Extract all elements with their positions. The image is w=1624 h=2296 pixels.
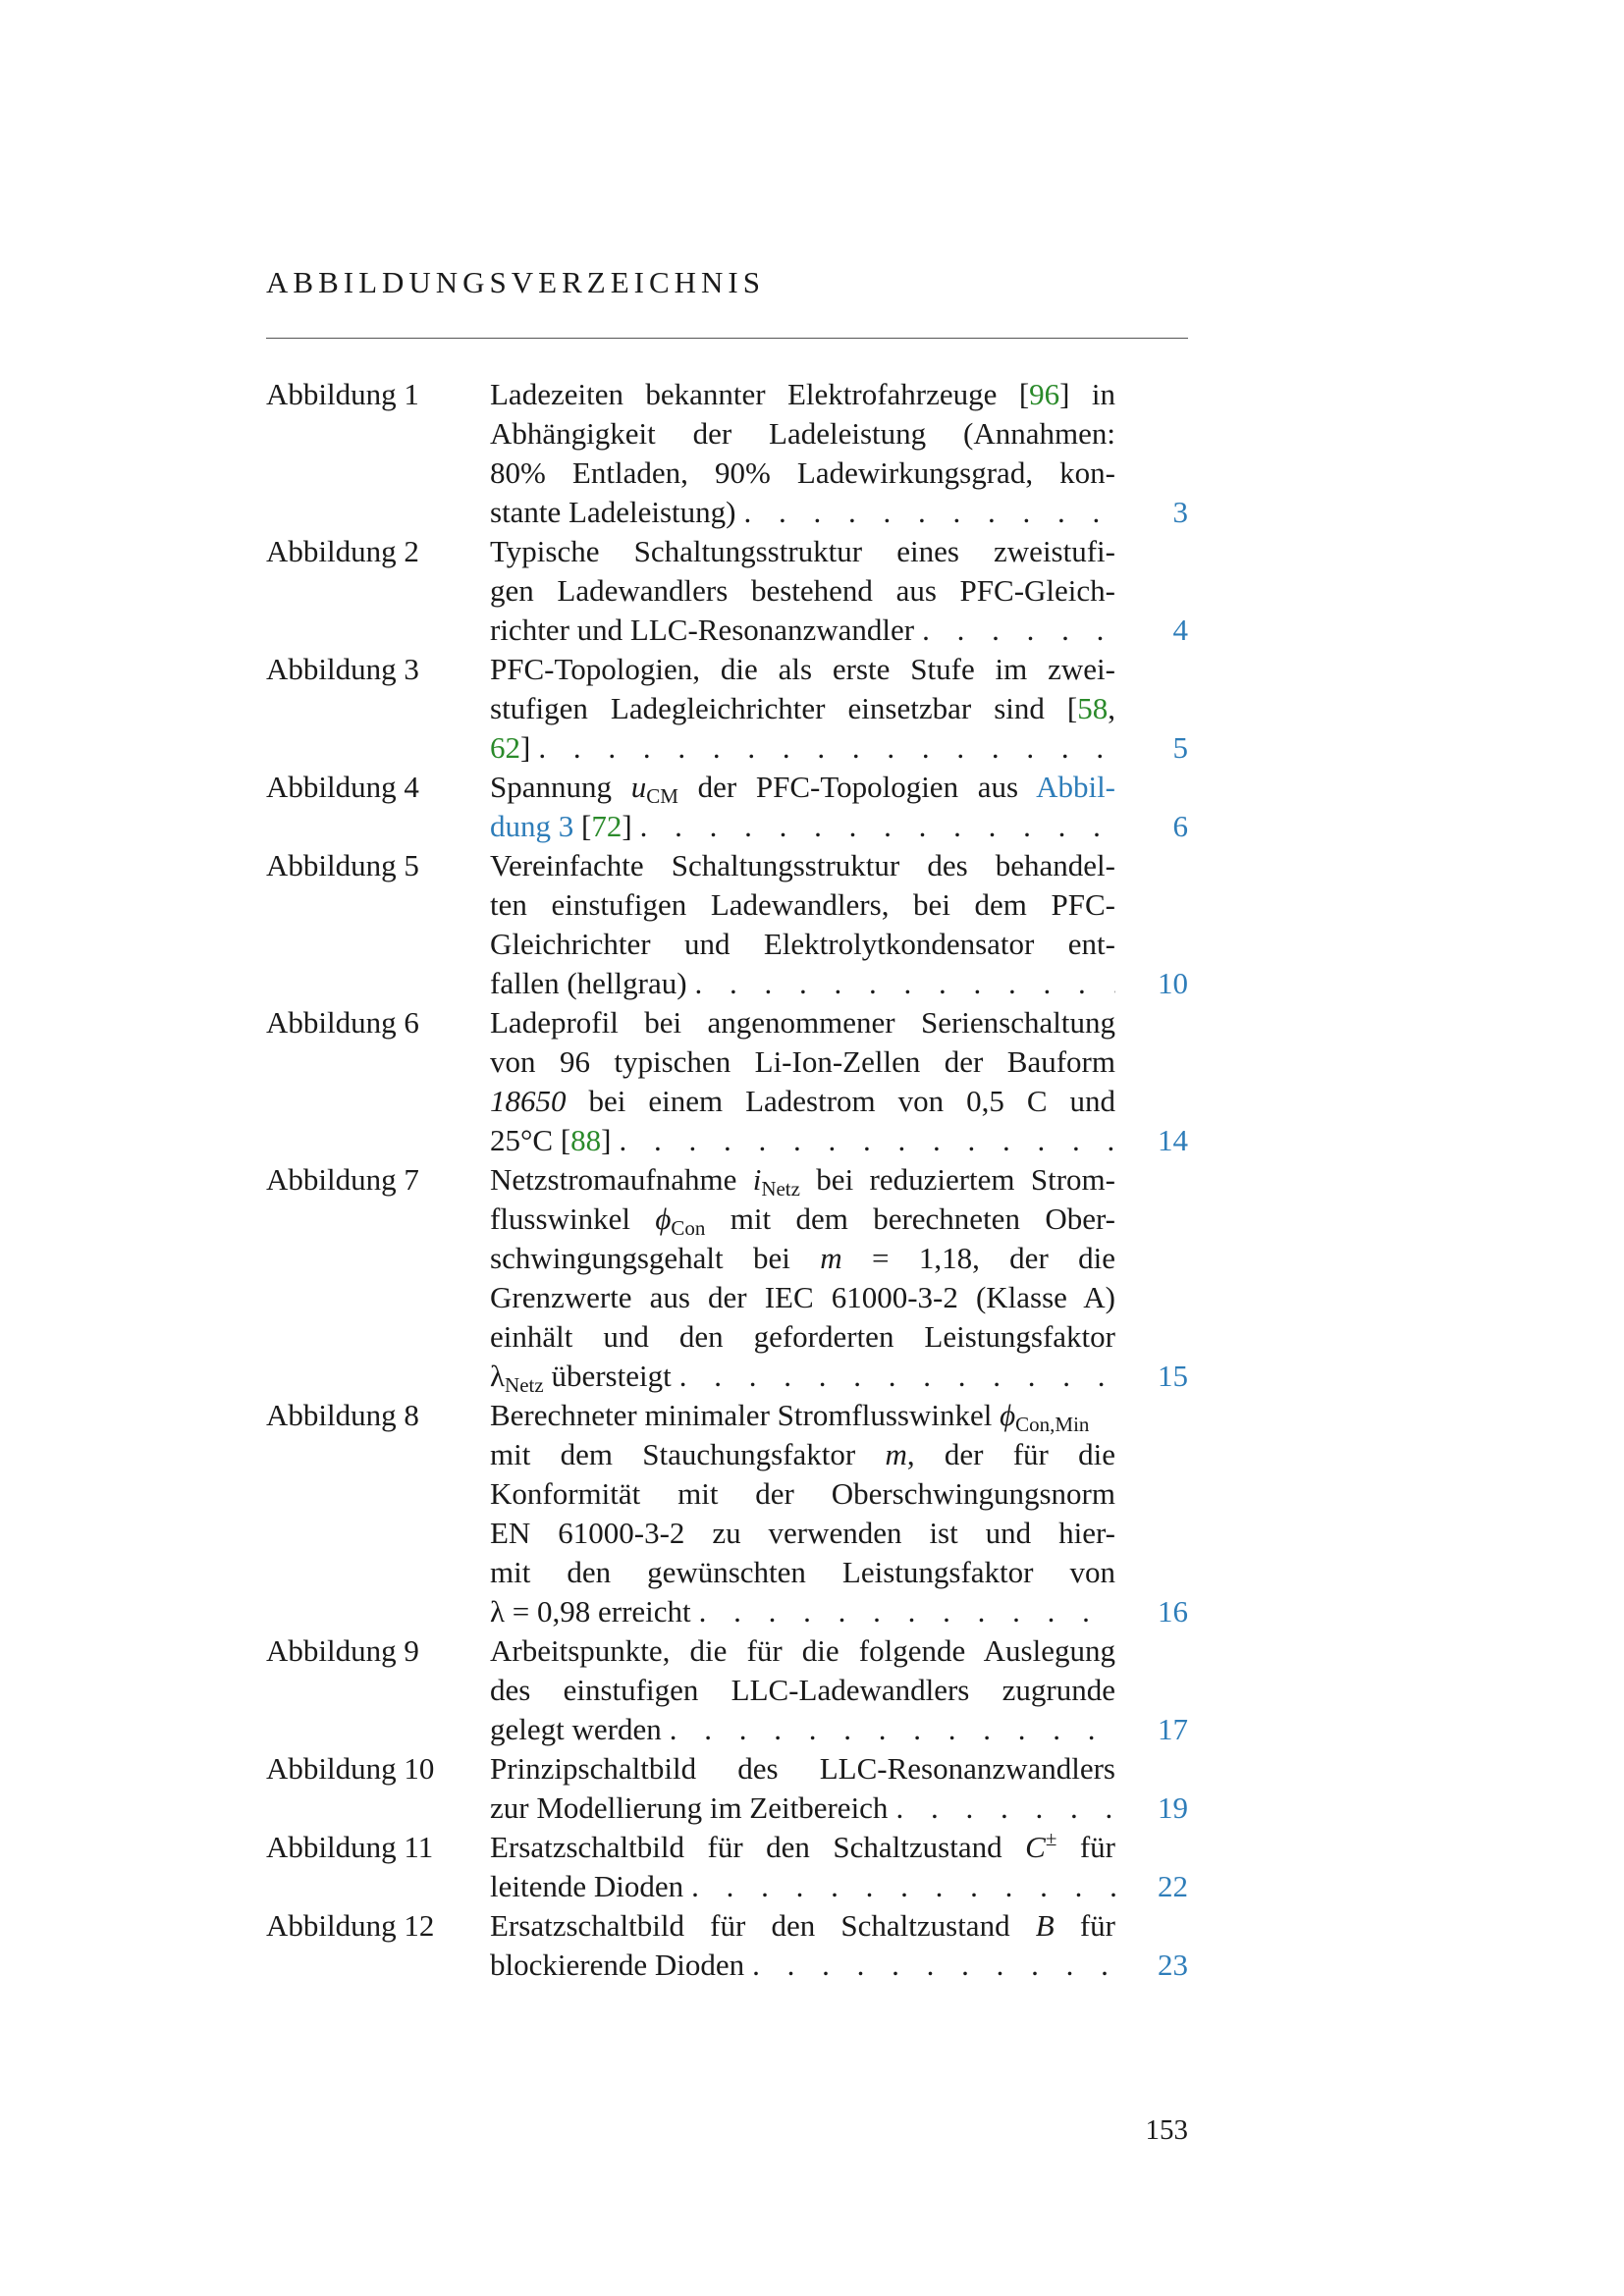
list-of-figures bbox=[266, 375, 1188, 1985]
caption-line: Konformität mit der Oberschwingungsnorm bbox=[490, 1476, 1115, 1511]
math-subscript: Netz bbox=[761, 1177, 800, 1201]
lof-entry-6[interactable] bbox=[266, 1003, 1188, 1160]
page-link[interactable]: 19 bbox=[1158, 1790, 1188, 1825]
entry-label: Abbildung 7 bbox=[266, 1162, 419, 1197]
caption-text: für bbox=[1056, 1830, 1115, 1864]
caption-line: Vereinfachte Schaltungsstruktur des behandel- bbox=[490, 848, 1115, 882]
entry-caption bbox=[490, 375, 1115, 532]
caption-line: richter und LLC-Resonanzwandler bbox=[490, 613, 915, 647]
caption-line: EN 61000-3-2 zu verwenden ist und hier- bbox=[490, 1516, 1115, 1550]
caption-line: stante Ladeleistung) bbox=[490, 495, 736, 529]
entry-caption bbox=[490, 1003, 1115, 1160]
entry-caption bbox=[490, 1160, 1115, 1396]
page-link[interactable]: 5 bbox=[1172, 730, 1188, 765]
citation-link[interactable]: 88 bbox=[570, 1123, 602, 1157]
dot-leader bbox=[736, 493, 1116, 532]
math-subscript: Con,Min bbox=[1015, 1413, 1090, 1436]
citation-link[interactable]: 58 bbox=[1077, 691, 1109, 725]
caption-line: fallen (hellgrau) bbox=[490, 966, 687, 1000]
caption-text: , der für die bbox=[906, 1437, 1115, 1471]
caption-line: Abhängigkeit der Ladeleistung (Annahmen: bbox=[490, 416, 1115, 451]
caption-line: gen Ladewandlers bestehend aus PFC-Gleich- bbox=[490, 573, 1115, 608]
math-symbol: B bbox=[1035, 1908, 1055, 1943]
entry-caption bbox=[490, 1906, 1115, 1985]
math-symbol: u bbox=[630, 770, 647, 804]
entry-caption bbox=[490, 1828, 1115, 1906]
dot-leader bbox=[914, 611, 1115, 650]
lof-entry-8[interactable] bbox=[266, 1396, 1188, 1631]
entry-label: Abbildung 6 bbox=[266, 1005, 419, 1040]
caption-line: mit den gewünschten Leistungsfaktor von bbox=[490, 1555, 1115, 1589]
entry-caption bbox=[490, 846, 1115, 1003]
dot-leader bbox=[672, 1357, 1115, 1396]
caption-line: gelegt werden bbox=[490, 1712, 662, 1746]
caption-text: ] bbox=[622, 809, 632, 843]
caption-text: flusswinkel bbox=[490, 1201, 656, 1236]
caption-text: für bbox=[1054, 1908, 1115, 1943]
caption-text: Ersatzschaltbild für den Schaltzustand bbox=[490, 1908, 1036, 1943]
caption-text: stufigen Ladegleichrichter einsetzbar sind [ bbox=[490, 691, 1078, 725]
entry-label: Abbildung 4 bbox=[266, 770, 419, 804]
caption-text: [ bbox=[573, 809, 592, 843]
lof-entry-11[interactable] bbox=[266, 1828, 1188, 1906]
entry-caption bbox=[490, 650, 1115, 768]
page-link[interactable]: 10 bbox=[1158, 966, 1188, 1000]
caption-text: übersteigt bbox=[543, 1359, 672, 1393]
dot-leader bbox=[530, 728, 1115, 768]
dot-leader bbox=[632, 807, 1115, 846]
figure-ref-link[interactable]: Abbil- bbox=[1036, 770, 1115, 804]
caption-line: ten einstufigen Ladewandlers, bei dem PFC- bbox=[490, 887, 1115, 922]
caption-line: des einstufigen LLC-Ladewandlers zugrunde bbox=[490, 1673, 1115, 1707]
caption-text: schwingungsgehalt bei bbox=[490, 1241, 821, 1275]
lof-entry-12[interactable] bbox=[266, 1906, 1188, 1985]
caption-text: mit dem berechneten Ober- bbox=[705, 1201, 1115, 1236]
caption-line: Ladeprofil bei angenommener Serienschaltung bbox=[490, 1005, 1115, 1040]
figure-ref-link[interactable]: dung 3 bbox=[490, 809, 574, 843]
dot-leader bbox=[744, 1946, 1115, 1985]
entry-label: Abbildung 10 bbox=[266, 1751, 435, 1786]
lof-entry-3[interactable] bbox=[266, 650, 1188, 768]
caption-line: λ = 0,98 erreicht bbox=[490, 1594, 691, 1629]
entry-label: Abbildung 1 bbox=[266, 377, 419, 411]
caption-line: zur Modellierung im Zeitbereich bbox=[490, 1790, 889, 1825]
page-link[interactable]: 14 bbox=[1158, 1123, 1188, 1157]
entry-caption bbox=[490, 1631, 1115, 1749]
lof-entry-9[interactable] bbox=[266, 1631, 1188, 1749]
dot-leader bbox=[611, 1121, 1115, 1160]
caption-text: Ladezeiten bekannter Elektrofahrzeuge [ bbox=[490, 377, 1030, 411]
caption-text: bei reduziertem Strom- bbox=[799, 1162, 1115, 1197]
caption-line: Gleichrichter und Elektrolytkondensator ent- bbox=[490, 927, 1115, 961]
math-symbol: ϕ bbox=[655, 1201, 672, 1236]
page-number: 153 bbox=[1145, 2114, 1188, 2146]
caption-text: bei einem Ladestrom von 0,5 C und bbox=[566, 1084, 1115, 1118]
entry-label: Abbildung 8 bbox=[266, 1398, 419, 1432]
caption-line: Typische Schaltungsstruktur eines zweistufi- bbox=[490, 534, 1115, 568]
page-link[interactable]: 15 bbox=[1158, 1359, 1188, 1393]
page-link[interactable]: 22 bbox=[1158, 1869, 1188, 1903]
page-link[interactable]: 23 bbox=[1158, 1948, 1188, 1982]
entry-label: Abbildung 12 bbox=[266, 1908, 435, 1943]
caption-text: Ersatzschaltbild für den Schaltzustand bbox=[490, 1830, 1026, 1864]
lof-entry-2[interactable] bbox=[266, 532, 1188, 650]
math-symbol: ϕ bbox=[1000, 1398, 1016, 1432]
math-subscript: Netz bbox=[505, 1373, 544, 1397]
caption-text: Spannung bbox=[490, 770, 631, 804]
entry-caption bbox=[490, 1749, 1115, 1828]
caption-text: mit dem Stauchungsfaktor bbox=[490, 1437, 886, 1471]
caption-line: Grenzwerte aus der IEC 61000-3-2 (Klasse A) bbox=[490, 1280, 1115, 1314]
caption-text: Netzstromaufnahme bbox=[490, 1162, 753, 1197]
dot-leader bbox=[662, 1710, 1115, 1749]
chapter-heading: ABBILDUNGSVERZEICHNIS bbox=[266, 265, 765, 299]
caption-text: ] bbox=[601, 1123, 612, 1157]
page-link[interactable]: 17 bbox=[1158, 1712, 1188, 1746]
dot-leader bbox=[888, 1789, 1115, 1828]
citation-link[interactable]: 72 bbox=[591, 809, 623, 843]
entry-label: Abbildung 2 bbox=[266, 534, 419, 568]
caption-line: 80% Entladen, 90% Ladewirkungsgrad, kon- bbox=[490, 455, 1115, 490]
page-link[interactable]: 3 bbox=[1172, 495, 1188, 529]
dot-leader bbox=[687, 964, 1115, 1003]
lof-entry-1[interactable] bbox=[266, 375, 1188, 532]
math-symbol: m bbox=[820, 1241, 842, 1275]
page-link[interactable]: 6 bbox=[1172, 809, 1188, 843]
math-symbol: C bbox=[1025, 1830, 1046, 1864]
math-superscript: ± bbox=[1045, 1827, 1057, 1850]
math-subscript: CM bbox=[646, 784, 678, 808]
caption-text: ] bbox=[520, 730, 531, 765]
entry-label: Abbildung 3 bbox=[266, 652, 419, 686]
lof-entry-7[interactable] bbox=[266, 1160, 1188, 1396]
entry-caption bbox=[490, 532, 1115, 650]
citation-link[interactable]: 96 bbox=[1029, 377, 1060, 411]
entry-label: Abbildung 5 bbox=[266, 848, 419, 882]
math-symbol: λ bbox=[490, 1359, 506, 1393]
cell-type-label: 18650 bbox=[490, 1084, 567, 1118]
caption-text: , bbox=[1108, 691, 1115, 725]
caption-line: einhält und den geforderten Leistungsfaktor bbox=[490, 1319, 1115, 1354]
caption-line: Prinzipschaltbild des LLC-Resonanzwandlers bbox=[490, 1751, 1115, 1786]
citation-link[interactable]: 62 bbox=[490, 730, 520, 765]
lof-entry-5[interactable] bbox=[266, 846, 1188, 1003]
caption-text: 25°C [ bbox=[490, 1123, 571, 1157]
lof-entry-10[interactable] bbox=[266, 1749, 1188, 1828]
caption-line: leitende Dioden bbox=[490, 1869, 684, 1903]
caption-line: von 96 typischen Li-Ion-Zellen der Bauform bbox=[490, 1044, 1115, 1079]
caption-text: = 1,18, der die bbox=[841, 1241, 1115, 1275]
caption-line: blockierende Dioden bbox=[490, 1948, 745, 1982]
page-link[interactable]: 16 bbox=[1158, 1594, 1188, 1629]
lof-entry-4[interactable] bbox=[266, 768, 1188, 846]
math-symbol: i bbox=[752, 1162, 762, 1197]
caption-text: ] in bbox=[1059, 377, 1115, 411]
entry-caption bbox=[490, 768, 1115, 846]
page-link[interactable]: 4 bbox=[1172, 613, 1188, 647]
math-subscript: Con bbox=[671, 1216, 706, 1240]
caption-line: Arbeitspunkte, die für die folgende Auslegung bbox=[490, 1633, 1115, 1668]
caption-text: Berechneter minimaler Stromflusswinkel bbox=[490, 1398, 1001, 1432]
math-symbol: m bbox=[885, 1437, 907, 1471]
dot-leader bbox=[691, 1592, 1115, 1631]
caption-line: PFC-Topologien, die als erste Stufe im zwei- bbox=[490, 652, 1115, 686]
dot-leader bbox=[683, 1867, 1115, 1906]
caption-text: der PFC-Topologien aus bbox=[677, 770, 1037, 804]
heading-rule bbox=[266, 338, 1188, 339]
entry-label: Abbildung 9 bbox=[266, 1633, 419, 1668]
entry-caption bbox=[490, 1396, 1115, 1631]
entry-label: Abbildung 11 bbox=[266, 1830, 434, 1864]
